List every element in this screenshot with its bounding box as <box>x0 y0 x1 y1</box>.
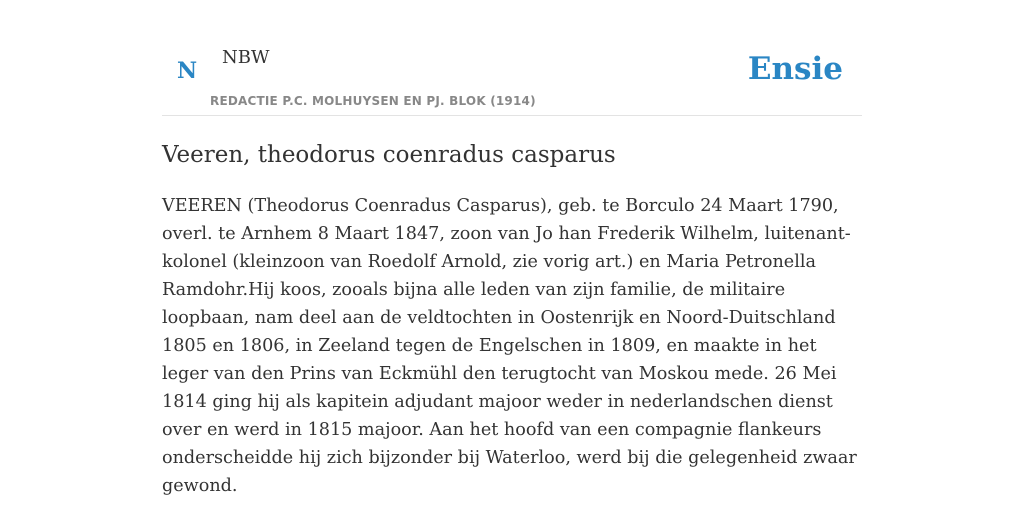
article-title: Veeren, theodorus coenradus casparus <box>162 142 616 168</box>
source-logo: N <box>177 58 198 84</box>
source-name: NBW <box>222 47 270 68</box>
source-subtitle: REDACTIE P.C. MOLHUYSEN EN PJ. BLOK (1914) <box>210 94 536 108</box>
brand-logo[interactable]: Ensie <box>747 51 843 87</box>
article-body: VEEREN (Theodorus Coenradus Casparus), geb. te Borculo 24 Maart 1790, overl. te Arnhem 8 Maart 1847, zoon van Jo han Frederik Wilhelm, luitenant-kolonel (kleinzoon van Roedolf Arnold, zie vorig art.) en Maria Petronella Ramdohr.Hij koos, zooals bijna alle leden van zijn familie, de militaire loopbaan, nam deel aan de veldtochten in Oostenrijk en Noord-Duitschland 1805 en 1806, in Zeeland tegen de Engelschen in 1809, en maakte in het leger van den Prins van Eckmühl den terugtocht van Moskou mede. 26 Mei 1814 ging hij als kapitein adjudant majoor weder in nederlandschen dienst over en werd in 1815 majoor. Aan het hoofd van een compagnie flankeurs onderscheidde hij zich bijzonder bij Waterloo, werd bij die gelegenheid zwaar gewond. <box>162 196 857 496</box>
source-header <box>162 0 862 116</box>
page-container <box>162 0 862 512</box>
